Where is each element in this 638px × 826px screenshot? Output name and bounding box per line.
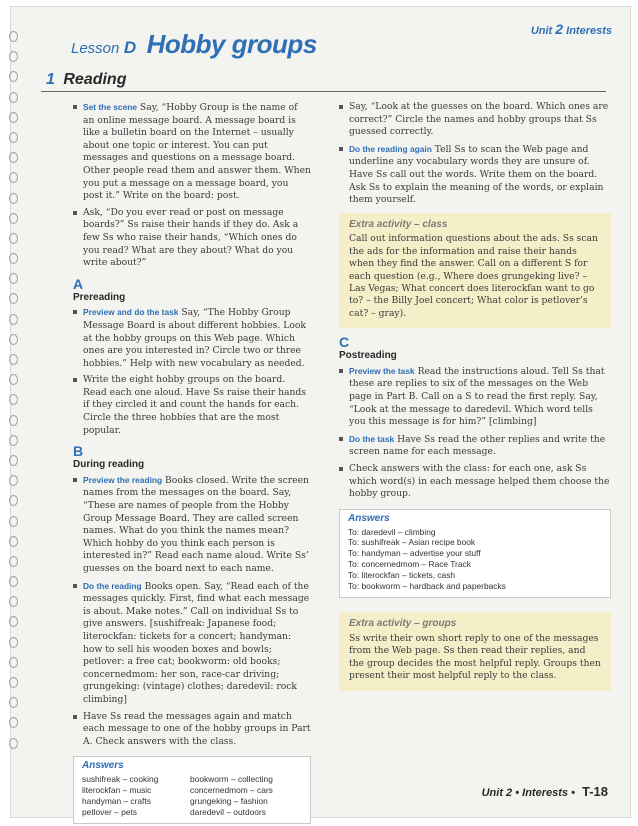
step-text: Have Ss read the other replies and write the screen name for each message. [349,433,606,458]
step-text: Say, “The Hobby Group Message Board is about different hobbies. Look at the hobby groups on this Web page. Which ones are you interested in? Circle two or three hobbies.” Help with new vocabulary as needed. [83,307,306,369]
answer-item: To: concernedmom – Race Track [348,558,471,569]
part-b-title: During reading [73,459,145,471]
step-tag: Preview the reading [83,474,163,485]
lesson-label: Lesson [71,40,120,57]
extra-text: Ss write their own short reply to one of the messages from the Web page. Ss then read their replies, and the group decides the most helpful reply. Groups then present their most helpful reply to the class. [349,632,601,682]
answers-box-left [73,756,311,824]
step-tag: Set the scene [83,102,137,112]
bullet-check-answers [339,463,611,501]
section-title: Reading [63,71,127,88]
part-a-letter: A [73,275,84,292]
answer-item: To: handyman – advertise your stuff [348,548,481,559]
binder-rings [9,31,23,758]
unit-header [531,21,612,37]
step-text: Say, “Look at the guesses on the board. Which ones are correct?” Circle the names and hobby groups that Ss guessed correctly. [349,101,609,138]
part-c-letter: C [339,334,350,351]
answer-item: petlover – pets [82,806,137,817]
answer-item: bookworm – collecting [190,774,273,785]
section-number: 1 [46,71,55,88]
step-text: Check answers with the class: for each one, ask Ss which word(s) in each message helped them choose the hobby group. [349,462,610,500]
left-column [73,101,311,824]
step-tag: Do the task [349,433,395,444]
step-text: Have Ss read the messages again and match each message to one of the hobby groups in Part A. Check answers with the class. [83,710,311,747]
step-text: Say, “Hobby Group is the name of an online message board. A message board is like a bulletin board on the Internet – usually about one topic or interest. You can put messages and questions on a message board. Other people read them and answer them. When you put a message on a message board, you post it.” Write on the board: post. [83,102,311,202]
bullet-check-guesses [339,101,611,139]
section-heading [46,71,126,89]
answer-item: daredevil – outdoors [190,806,266,817]
answers-title: Answers [348,512,390,524]
bullet-preview-task [73,306,311,370]
page-number: T-18 [581,784,608,799]
bullet-ask [73,207,311,270]
extra-title: Extra activity – class [349,218,448,230]
lesson-letter: D [123,38,137,57]
step-tag: Preview the task [349,365,415,376]
answer-item: To: bookworm – hardback and paperbacks [348,580,506,591]
unit-label: Unit [530,25,553,37]
answers-title: Answers [82,760,124,772]
footer-sep: • [515,787,520,799]
step-text: Read the instructions aloud. Tell Ss that these are replies to six of the messages on the Web page in Part B. Call on a S to read the first reply. Say, “Look at the message to daredevil. Which word tells you this message is for him?” [climbing] [349,365,605,428]
step-text: Write the eight hobby groups on the board. Read each one aloud. Have Ss raise their hands if they circled it and count the hands for each. Circle the three hobbies that are the most popular. [83,374,306,436]
bullet-set-the-scene [73,101,311,203]
answer-item: concernedmom – cars [190,784,273,795]
footer-name: Interests [522,787,568,799]
step-text: Ask, “Do you ever read or post on message boards?” Ss raise their hands if they do. Ask a few Ss who raise their hands, “Which ones do you read? What are they about? What do you write about?” [83,206,299,269]
lesson-heading [71,29,317,60]
step-text: Books closed. Write the screen names from the messages on the board. Say, “These are names of people from the Hobby Group Message Board. They are called screen names. What do you think the names mean? Which hobby do you think each person is interested in?” Read each name aloud. Write Ss’ guesses on the board next to each name. [83,474,309,574]
footer-unit: Unit 2 [481,787,513,799]
answer-item: handyman – crafts [82,795,151,806]
part-b-letter: B [73,443,84,460]
lesson-title: Hobby groups [146,29,317,59]
answer-item: To: literockfan – tickets, cash [348,569,456,580]
bullet-do-reading-again [339,143,611,207]
bullet-do-task [339,433,611,459]
answer-item: literockfan – music [82,784,152,795]
step-tag: Do the reading again [349,143,432,154]
extra-activity-groups [339,612,611,690]
answer-item: sushifreak – cooking [82,774,159,785]
step-text: Tell Ss to scan the Web page and underline any vocabulary words they are unsure of. Have Ss call out the words. Write them on the board. Ask Ss to explain the meaning of the words, or explain them yourself. [349,143,604,206]
step-text: Books open. Say, “Read each of the messages quickly. First, find what each message is about. Make notes.” Call on individual Ss to give answers. [sushifreak: Japanese food; literockfan: tickets for a concert; handyman: how to sell his wooden boxes and bowls; petlover: a free cat; bookworm: old books; concernedmom: her son, race-car driving; grungeking: (vintage) clothes; daredevil: rock climbing] [83,580,310,705]
bullet-write-groups [73,374,311,437]
bullet-preview-reading [73,474,311,576]
section-rule [41,91,606,92]
extra-activity-class [339,213,611,328]
answer-item: To: daredevil – climbing [348,526,436,537]
part-c-title: Postreading [339,350,397,362]
bullet-match [73,711,311,749]
page-footer [482,784,608,799]
answers-box-right [339,509,611,599]
extra-title: Extra activity – groups [349,618,457,630]
footer-sep: • [571,787,575,799]
unit-name: Interests [566,25,612,37]
page [10,6,631,818]
unit-number: 2 [555,21,564,37]
right-column [339,101,611,691]
step-tag: Preview and do the task [83,307,179,318]
bullet-do-reading [73,580,311,707]
answer-item: To: sushifreak – Asian recipe book [348,537,476,548]
step-tag: Do the reading [83,580,142,591]
part-a-title: Prereading [73,291,126,303]
answer-item: grungeking – fashion [190,795,268,806]
bullet-preview-task-c [339,365,611,429]
extra-text: Call out information questions about the ads. Ss scan the ads for the information and raise their hands when they find the answer. Call on a different S for each question (e.g., Where does grungeking live? – Las Vegas; What concert does literockfan want to go to? – the Billy Joel concert; What color is petlover’s cat? – gray). [349,233,598,319]
